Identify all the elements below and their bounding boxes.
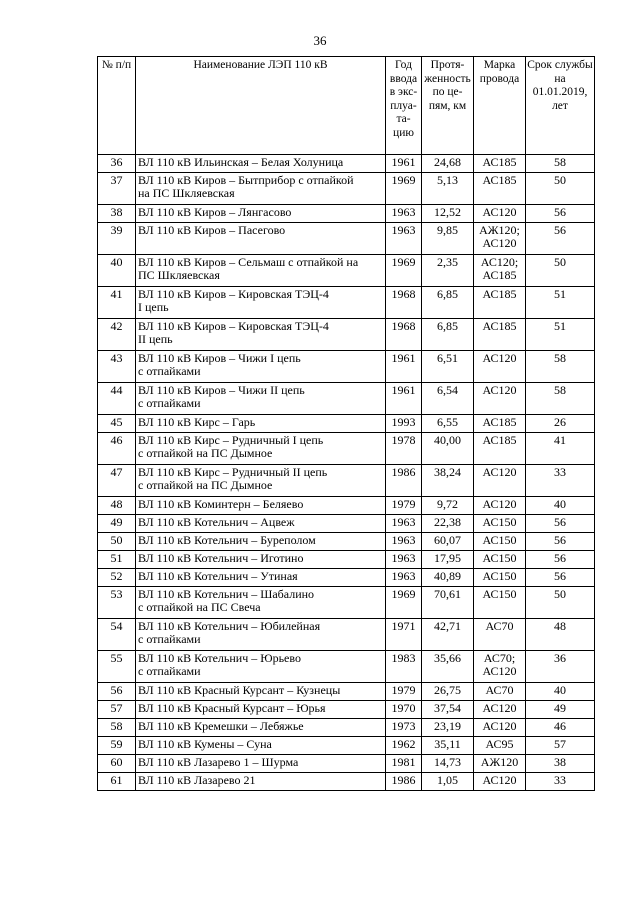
header-num: № п/п xyxy=(98,57,136,155)
circuit-length: 6,85 xyxy=(422,319,474,351)
row-number: 45 xyxy=(98,415,136,433)
commission-year: 1969 xyxy=(386,173,422,205)
table-body xyxy=(98,155,595,791)
wire-grade-text: АС120 xyxy=(482,701,517,715)
line-name-cell xyxy=(136,497,386,515)
wire-grade-cell xyxy=(474,755,526,773)
commission-year: 1968 xyxy=(386,287,422,319)
circuit-length: 37,54 xyxy=(422,701,474,719)
commission-year: 1979 xyxy=(386,683,422,701)
wire-grade-cell xyxy=(474,415,526,433)
line-name-cell xyxy=(136,415,386,433)
table-row xyxy=(98,719,595,737)
line-name-text: ВЛ 110 кВ Красный Курсант – Кузнецы xyxy=(138,683,341,697)
row-number: 51 xyxy=(98,551,136,569)
commission-year: 1963 xyxy=(386,551,422,569)
line-name-text: с отпайками xyxy=(138,664,201,678)
wire-grade-text: АС70; xyxy=(483,651,516,665)
table-row xyxy=(98,683,595,701)
line-name-text: ВЛ 110 кВ Лазарево 21 xyxy=(138,773,256,787)
line-name-text: ВЛ 110 кВ Киров – Чижи I цепь xyxy=(138,351,301,365)
table-row xyxy=(98,773,595,791)
table-row xyxy=(98,515,595,533)
line-name-text: ВЛ 110 кВ Киров – Бытприбор с отпайкой xyxy=(138,173,354,187)
line-name-cell xyxy=(136,719,386,737)
line-name-cell xyxy=(136,287,386,319)
commission-year: 1993 xyxy=(386,415,422,433)
row-number: 48 xyxy=(98,497,136,515)
wire-grade-cell xyxy=(474,515,526,533)
line-name-text: ВЛ 110 кВ Кирс – Рудничный II цепь xyxy=(138,465,328,479)
commission-year: 1969 xyxy=(386,255,422,287)
line-name-text: с отпайкой на ПС Свеча xyxy=(138,600,261,614)
table-row xyxy=(98,223,595,255)
row-number: 52 xyxy=(98,569,136,587)
wire-grade-cell xyxy=(474,587,526,619)
line-name-text: ВЛ 110 кВ Киров – Лянгасово xyxy=(138,205,292,219)
wire-grade-cell xyxy=(474,223,526,255)
wire-grade-text: АС120; xyxy=(480,255,519,269)
line-name-cell xyxy=(136,737,386,755)
line-name-text: ПС Шкляевская xyxy=(138,268,220,282)
line-name-text: ВЛ 110 кВ Киров – Сельмаш с отпайкой на xyxy=(138,255,359,269)
row-number: 53 xyxy=(98,587,136,619)
circuit-length: 14,73 xyxy=(422,755,474,773)
wire-grade-cell xyxy=(474,173,526,205)
wire-grade-cell xyxy=(474,433,526,465)
line-name-text: на ПС Шкляевская xyxy=(138,186,235,200)
table-row xyxy=(98,287,595,319)
row-number: 58 xyxy=(98,719,136,737)
table-row xyxy=(98,497,595,515)
wire-grade-text: АС185 xyxy=(482,268,517,282)
service-life: 56 xyxy=(526,515,595,533)
commission-year: 1979 xyxy=(386,497,422,515)
table-row xyxy=(98,205,595,223)
wire-grade-text: АС185 xyxy=(482,155,517,169)
wire-grade-text: АС120 xyxy=(482,205,517,219)
table-row xyxy=(98,465,595,497)
line-name-text: ВЛ 110 кВ Котельнич – Ацвеж xyxy=(138,515,295,529)
service-life: 58 xyxy=(526,383,595,415)
line-name-text: ВЛ 110 кВ Ильинская – Белая Холуница xyxy=(138,155,344,169)
line-name-text: ВЛ 110 кВ Котельнич – Шабалино xyxy=(138,587,315,601)
wire-grade-text: АС95 xyxy=(485,737,514,751)
circuit-length: 6,55 xyxy=(422,415,474,433)
commission-year: 1961 xyxy=(386,351,422,383)
service-life: 50 xyxy=(526,255,595,287)
line-name-cell xyxy=(136,755,386,773)
line-name-text: ВЛ 110 кВ Котельнич – Юбилейная xyxy=(138,619,321,633)
row-number: 50 xyxy=(98,533,136,551)
service-life: 58 xyxy=(526,351,595,383)
commission-year: 1963 xyxy=(386,569,422,587)
service-life: 49 xyxy=(526,701,595,719)
circuit-length: 5,13 xyxy=(422,173,474,205)
commission-year: 1963 xyxy=(386,515,422,533)
circuit-length: 6,54 xyxy=(422,383,474,415)
line-name-text: с отпайками xyxy=(138,396,201,410)
wire-grade-text: АС185 xyxy=(482,433,517,447)
row-number: 39 xyxy=(98,223,136,255)
circuit-length: 9,85 xyxy=(422,223,474,255)
line-name-text: с отпайками xyxy=(138,364,201,378)
wire-grade-text: АС120 xyxy=(482,383,517,397)
power-lines-table xyxy=(97,56,595,791)
line-name-text: ВЛ 110 кВ Котельнич – Утиная xyxy=(138,569,298,583)
row-number: 49 xyxy=(98,515,136,533)
row-number: 59 xyxy=(98,737,136,755)
table-row xyxy=(98,569,595,587)
line-name-cell xyxy=(136,433,386,465)
commission-year: 1983 xyxy=(386,651,422,683)
row-number: 40 xyxy=(98,255,136,287)
wire-grade-text: АС120 xyxy=(482,465,517,479)
wire-grade-text: АС150 xyxy=(482,533,517,547)
line-name-text: ВЛ 110 кВ Котельнич – Иготино xyxy=(138,551,304,565)
row-number: 60 xyxy=(98,755,136,773)
table-row xyxy=(98,319,595,351)
line-name-cell xyxy=(136,223,386,255)
service-life: 50 xyxy=(526,587,595,619)
wire-grade-text: АЖ120; xyxy=(479,223,520,237)
row-number: 56 xyxy=(98,683,136,701)
wire-grade-text: АС120 xyxy=(482,719,517,733)
commission-year: 1970 xyxy=(386,701,422,719)
line-name-text: ВЛ 110 кВ Кумены – Суна xyxy=(138,737,272,751)
line-name-text: ВЛ 110 кВ Лазарево 1 – Шурма xyxy=(138,755,299,769)
table-header xyxy=(98,57,595,155)
wire-grade-text: АС70 xyxy=(485,619,514,633)
wire-grade-text: АС150 xyxy=(482,587,517,601)
wire-grade-cell xyxy=(474,287,526,319)
wire-grade-cell xyxy=(474,155,526,173)
wire-grade-text: АС70 xyxy=(485,683,514,697)
line-name-text: ВЛ 110 кВ Коминтерн – Беляево xyxy=(138,497,304,511)
table-row xyxy=(98,383,595,415)
row-number: 61 xyxy=(98,773,136,791)
line-name-text: ВЛ 110 кВ Кремешки – Лебяжье xyxy=(138,719,304,733)
line-name-cell xyxy=(136,619,386,651)
service-life: 56 xyxy=(526,205,595,223)
circuit-length: 24,68 xyxy=(422,155,474,173)
wire-grade-cell xyxy=(474,701,526,719)
line-name-text: ВЛ 110 кВ Киров – Чижи II цепь xyxy=(138,383,305,397)
line-name-text: ВЛ 110 кВ Киров – Кировская ТЭЦ-4 xyxy=(138,287,329,301)
wire-grade-cell xyxy=(474,737,526,755)
wire-grade-text: АЖ120 xyxy=(480,755,519,769)
commission-year: 1971 xyxy=(386,619,422,651)
circuit-length: 2,35 xyxy=(422,255,474,287)
wire-grade-text: АС150 xyxy=(482,569,517,583)
wire-grade-cell xyxy=(474,465,526,497)
line-name-text: II цепь xyxy=(138,332,173,346)
line-name-cell xyxy=(136,465,386,497)
line-name-text: с отпайкой на ПС Дымное xyxy=(138,446,273,460)
row-number: 44 xyxy=(98,383,136,415)
wire-grade-text: АС185 xyxy=(482,319,517,333)
circuit-length: 40,89 xyxy=(422,569,474,587)
wire-grade-cell xyxy=(474,255,526,287)
row-number: 41 xyxy=(98,287,136,319)
circuit-length: 60,07 xyxy=(422,533,474,551)
line-name-text: ВЛ 110 кВ Киров – Кировская ТЭЦ-4 xyxy=(138,319,329,333)
table-row xyxy=(98,173,595,205)
wire-grade-cell xyxy=(474,719,526,737)
row-number: 54 xyxy=(98,619,136,651)
wire-grade-text: АС120 xyxy=(482,351,517,365)
wire-grade-text: АС150 xyxy=(482,515,517,529)
wire-grade-cell xyxy=(474,533,526,551)
line-name-cell xyxy=(136,587,386,619)
commission-year: 1986 xyxy=(386,773,422,791)
line-name-cell xyxy=(136,173,386,205)
table-row xyxy=(98,551,595,569)
line-name-cell xyxy=(136,683,386,701)
circuit-length: 42,71 xyxy=(422,619,474,651)
wire-grade-cell xyxy=(474,773,526,791)
service-life: 56 xyxy=(526,551,595,569)
service-life: 46 xyxy=(526,719,595,737)
line-name-cell xyxy=(136,319,386,351)
line-name-cell xyxy=(136,155,386,173)
wire-grade-text: АС150 xyxy=(482,551,517,565)
line-name-cell xyxy=(136,515,386,533)
wire-grade-text: АС120 xyxy=(482,664,517,678)
row-number: 57 xyxy=(98,701,136,719)
line-name-cell xyxy=(136,255,386,287)
wire-grade-cell xyxy=(474,497,526,515)
row-number: 38 xyxy=(98,205,136,223)
table-row xyxy=(98,351,595,383)
wire-grade-text: АС185 xyxy=(482,415,517,429)
service-life: 51 xyxy=(526,319,595,351)
line-name-cell xyxy=(136,551,386,569)
wire-grade-cell xyxy=(474,651,526,683)
line-name-cell xyxy=(136,533,386,551)
service-life: 57 xyxy=(526,737,595,755)
table-row xyxy=(98,587,595,619)
line-name-cell xyxy=(136,651,386,683)
circuit-length: 35,11 xyxy=(422,737,474,755)
table-row xyxy=(98,155,595,173)
service-life: 50 xyxy=(526,173,595,205)
row-number: 37 xyxy=(98,173,136,205)
row-number: 36 xyxy=(98,155,136,173)
service-life: 36 xyxy=(526,651,595,683)
table-row xyxy=(98,619,595,651)
wire-grade-cell xyxy=(474,351,526,383)
table-row xyxy=(98,737,595,755)
commission-year: 1963 xyxy=(386,205,422,223)
header-service-life: Срок службы на 01.01.2019, лет xyxy=(526,57,595,155)
line-name-cell xyxy=(136,569,386,587)
header-name: Наименование ЛЭП 110 кВ xyxy=(136,57,386,155)
table-row xyxy=(98,415,595,433)
circuit-length: 40,00 xyxy=(422,433,474,465)
wire-grade-text: АС185 xyxy=(482,287,517,301)
row-number: 47 xyxy=(98,465,136,497)
table-row xyxy=(98,755,595,773)
line-name-cell xyxy=(136,205,386,223)
row-number: 55 xyxy=(98,651,136,683)
table-row xyxy=(98,255,595,287)
commission-year: 1978 xyxy=(386,433,422,465)
commission-year: 1973 xyxy=(386,719,422,737)
wire-grade-text: АС120 xyxy=(482,497,517,511)
wire-grade-cell xyxy=(474,619,526,651)
row-number: 43 xyxy=(98,351,136,383)
wire-grade-text: АС120 xyxy=(482,236,517,250)
header-wire: Марка провода xyxy=(474,57,526,155)
service-life: 56 xyxy=(526,569,595,587)
circuit-length: 38,24 xyxy=(422,465,474,497)
line-name-text: ВЛ 110 кВ Котельнич – Юрьево xyxy=(138,651,301,665)
service-life: 48 xyxy=(526,619,595,651)
service-life: 51 xyxy=(526,287,595,319)
commission-year: 1986 xyxy=(386,465,422,497)
circuit-length: 22,38 xyxy=(422,515,474,533)
line-name-text: с отпайкой на ПС Дымное xyxy=(138,478,273,492)
service-life: 40 xyxy=(526,497,595,515)
wire-grade-cell xyxy=(474,319,526,351)
service-life: 26 xyxy=(526,415,595,433)
commission-year: 1969 xyxy=(386,587,422,619)
commission-year: 1968 xyxy=(386,319,422,351)
circuit-length: 70,61 xyxy=(422,587,474,619)
circuit-length: 6,51 xyxy=(422,351,474,383)
service-life: 40 xyxy=(526,683,595,701)
service-life: 56 xyxy=(526,223,595,255)
line-name-text: ВЛ 110 кВ Кирс – Гарь xyxy=(138,415,256,429)
circuit-length: 6,85 xyxy=(422,287,474,319)
service-life: 41 xyxy=(526,433,595,465)
circuit-length: 26,75 xyxy=(422,683,474,701)
line-name-cell xyxy=(136,701,386,719)
table-row xyxy=(98,433,595,465)
line-name-text: ВЛ 110 кВ Красный Курсант – Юрья xyxy=(138,701,326,715)
commission-year: 1963 xyxy=(386,533,422,551)
service-life: 33 xyxy=(526,465,595,497)
circuit-length: 35,66 xyxy=(422,651,474,683)
line-name-text: I цепь xyxy=(138,300,169,314)
line-name-cell xyxy=(136,773,386,791)
circuit-length: 9,72 xyxy=(422,497,474,515)
circuit-length: 12,52 xyxy=(422,205,474,223)
wire-grade-text: АС120 xyxy=(482,773,517,787)
row-number: 46 xyxy=(98,433,136,465)
commission-year: 1962 xyxy=(386,737,422,755)
wire-grade-text: АС185 xyxy=(482,173,517,187)
table-row xyxy=(98,651,595,683)
wire-grade-cell xyxy=(474,683,526,701)
commission-year: 1981 xyxy=(386,755,422,773)
line-name-cell xyxy=(136,383,386,415)
service-life: 33 xyxy=(526,773,595,791)
page-number: 36 xyxy=(313,33,327,48)
service-life: 38 xyxy=(526,755,595,773)
line-name-text: с отпайками xyxy=(138,632,201,646)
commission-year: 1963 xyxy=(386,223,422,255)
wire-grade-cell xyxy=(474,383,526,415)
line-name-text: ВЛ 110 кВ Киров – Пасегово xyxy=(138,223,286,237)
service-life: 56 xyxy=(526,533,595,551)
service-life: 58 xyxy=(526,155,595,173)
line-name-cell xyxy=(136,351,386,383)
line-name-text: ВЛ 110 кВ Котельнич – Буреполом xyxy=(138,533,316,547)
table-row xyxy=(98,533,595,551)
commission-year: 1961 xyxy=(386,383,422,415)
circuit-length: 17,95 xyxy=(422,551,474,569)
wire-grade-cell xyxy=(474,551,526,569)
circuit-length: 23,19 xyxy=(422,719,474,737)
wire-grade-cell xyxy=(474,205,526,223)
circuit-length: 1,05 xyxy=(422,773,474,791)
line-name-text: ВЛ 110 кВ Кирс – Рудничный I цепь xyxy=(138,433,324,447)
header-length: Протя-женность по це-пям, км xyxy=(422,57,474,155)
row-number: 42 xyxy=(98,319,136,351)
table-row xyxy=(98,701,595,719)
wire-grade-cell xyxy=(474,569,526,587)
commission-year: 1961 xyxy=(386,155,422,173)
header-year: Год ввода в экс-плуа-та-цию xyxy=(386,57,422,155)
